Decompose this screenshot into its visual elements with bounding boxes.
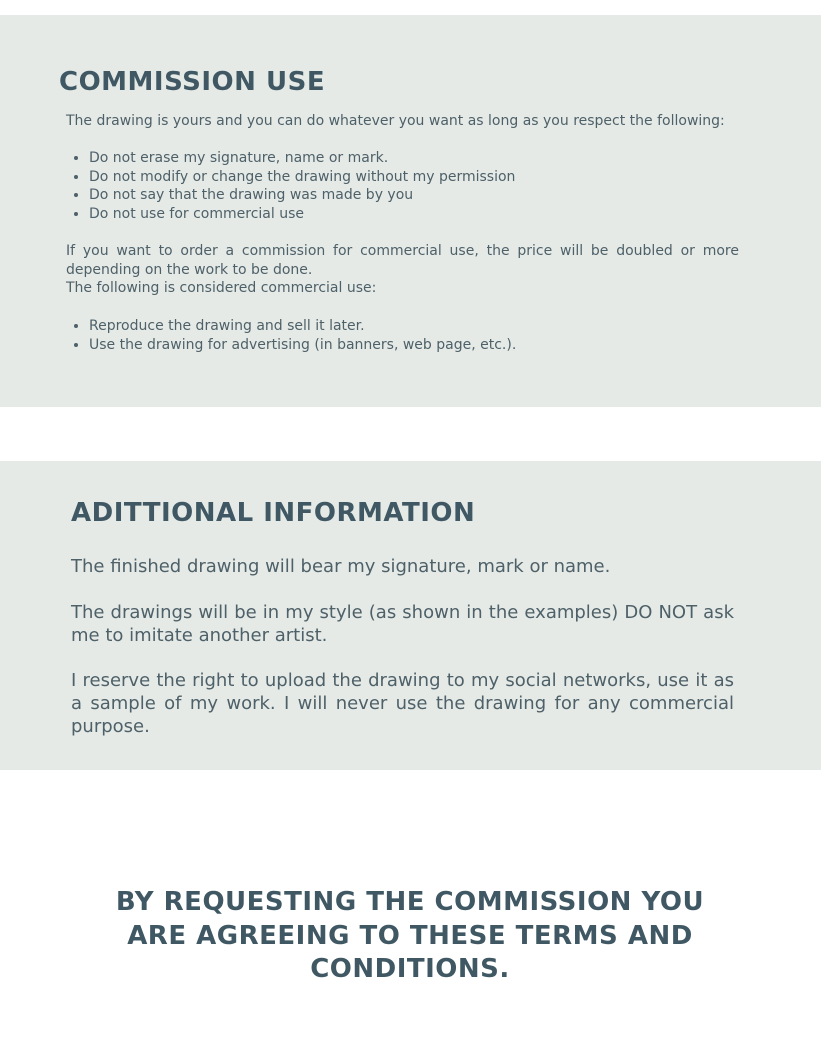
commission-use-section bbox=[0, 15, 821, 407]
list-item: • Do not say that the drawing was made by you bbox=[89, 186, 749, 205]
additional-information-section bbox=[0, 461, 821, 770]
commission-use-heading: COMMISSION USE bbox=[59, 67, 326, 97]
terms-agreement-statement: BY REQUESTING THE COMMISSION YOU ARE AGREEING TO THESE TERMS AND CONDITIONS. bbox=[115, 887, 705, 984]
signature-paragraph: The finished drawing will bear my signature, mark or name. bbox=[71, 556, 611, 577]
list-item: • Use the drawing for advertising (in banners, web page, etc.). bbox=[89, 336, 749, 355]
commission-use-intro: The drawing is yours and you can do whatever you want as long as you respect the following: bbox=[66, 113, 725, 129]
additional-information-heading: ADITTIONAL INFORMATION bbox=[71, 498, 476, 528]
commission-rules-list bbox=[66, 149, 749, 223]
rights-paragraph: I reserve the right to upload the drawing to my social networks, use it as a sample of my work. I will never use the drawing for any commercial purpose. bbox=[71, 670, 734, 737]
list-item: • Do not erase my signature, name or mark. bbox=[89, 149, 749, 168]
list-item: • Reproduce the drawing and sell it later. bbox=[89, 317, 749, 336]
style-paragraph: The drawings will be in my style (as shown in the examples) DO NOT ask me to imitate another artist. bbox=[71, 602, 734, 646]
commercial-use-paragraph bbox=[66, 242, 739, 298]
commercial-use-intro: The following is considered commercial use: bbox=[66, 280, 377, 296]
list-item: • Do not use for commercial use bbox=[89, 205, 749, 224]
commercial-price-text: If you want to order a commission for commercial use, the price will be doubled or more depending on the work to be done. bbox=[66, 243, 739, 278]
commercial-examples-list bbox=[66, 317, 749, 354]
list-item: • Do not modify or change the drawing without my permission bbox=[89, 168, 749, 187]
